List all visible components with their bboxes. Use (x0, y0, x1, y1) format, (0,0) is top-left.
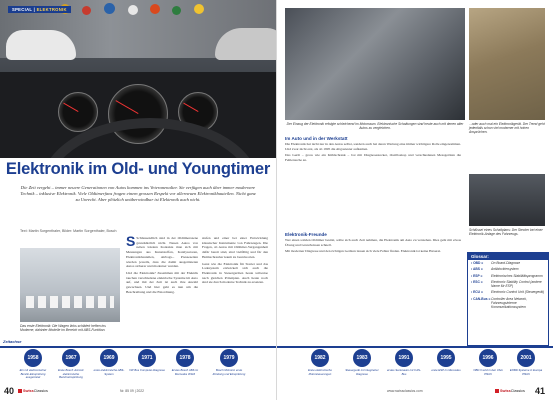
page-number-left: 40 (4, 386, 15, 396)
right-caption-1: Der Einzug der Elektronik erfolgte schleichend im Motorraum. Elektronische Schaltungen sind heute auch mit denen alter Autos zu vergleichen. (286, 122, 464, 131)
timeline-year: 1971 (138, 349, 156, 367)
timeline-year: 1958 (24, 349, 42, 367)
timeline-text: erste elektronische ABS-System (93, 368, 125, 376)
silver-car (215, 28, 276, 60)
paragraph: Die Elektronik hat nicht nur in den Autos selbst, sondern auch bei deren Wartung eine immer wichtigere Rolle eingenommen. Und zwar nicht erst, als ab 1995 die Abgastester aufkamen. (285, 142, 461, 151)
timeline-year: 1983 (353, 349, 371, 367)
hero-dashboard-photo (0, 0, 276, 158)
article-headline: Elektronik im Old- und Youngtimer (5, 160, 271, 178)
timeline-line (277, 346, 553, 348)
glossary-row: • ESP = Elektronisches Stabilitätsprogramm (471, 273, 543, 278)
glossary-row: • OBD = On Board-Diagnose (471, 261, 521, 265)
timeline-text: Steuergerät mit integrierter Diagnose (345, 368, 379, 376)
paragraph: Mit moderner Diagnose und den richtigen Geräten lassen sich viele Fehler finden. Elektronik ist keine Hexerei. (285, 249, 441, 254)
right-body-2 (285, 238, 461, 256)
brand-left: SwissClassics (18, 389, 48, 393)
right-image-caption: Schlüssel eines Schaltplans: Der Stecker bei einer Elektronik-Anlage des Fahrzeugs. (469, 228, 543, 237)
timeline-year: 1979 (220, 349, 238, 367)
glossary-box (467, 252, 549, 346)
timeline-year: 1996 (479, 349, 497, 367)
section-heading: Elektronik-Freunde (285, 232, 327, 237)
brand-right: SwissClassics (495, 389, 525, 393)
glossary-row: • CAN-Bus = Controller Area Network, Fahrzeugsinterne Kommunikationssystem (471, 296, 527, 310)
connector-photo (469, 174, 545, 226)
timeline-text: Erstes Bosch ABS im Mercedes W116 (171, 368, 199, 376)
article-credit: Text: Martin Sorgenthaler, Bilder: Martin Sorgenthaler, Bosch (20, 229, 117, 233)
timeline-year: 1995 (437, 349, 455, 367)
body-column-1 (126, 233, 198, 296)
swiss-flag-icon (18, 389, 22, 393)
wall-sign (150, 4, 160, 14)
page-number-right: 41 (535, 386, 546, 396)
section-tag: SPECIAL | ELEKTRONIK (8, 6, 71, 13)
timeline-text: Ein mit elektronischer Benzin-Einspritzung ausgerüstet (19, 368, 47, 380)
wall-sign (104, 3, 115, 14)
section-sublabel: ELEKTRONIK (36, 7, 67, 12)
drop-cap: S (126, 233, 136, 249)
test-cars (26, 296, 114, 308)
right-caption-2: ...oder auch mal ein Elektronikgerät. Der Trend geht jedenfalls schon viel moderner mit hohen Ansprüchen. (469, 122, 545, 135)
wall-sign (194, 4, 204, 14)
glossary-row: • ABS = Antiblockiersystem (471, 267, 519, 272)
glossary-row: • ECU = Electronic Control Unit (Steuergerät) (471, 290, 545, 295)
timeline-line (0, 346, 276, 348)
timeline-year: 1982 (311, 349, 329, 367)
wall-sign (82, 6, 91, 15)
paragraph: Ganz wie die Elektronik für Starter und das Ladesystem entwickelt sich auch die Elektronik in Steuergeräten heute teilweise nach gleichen Prinzipien. Auch heute noch sind sie durch moderne Technik zu ersetzen. (202, 261, 268, 285)
timeline-text: OBD II wird in den USA Pflicht (473, 368, 503, 376)
wall-sign (172, 6, 181, 15)
white-car (6, 30, 76, 60)
speedometer-gauge (58, 92, 98, 132)
wall-sign (128, 5, 138, 15)
section-label: SPECIAL (12, 7, 33, 12)
paragraph: S Schlussendlich sind in der Oldtimerszene grundsätzlich nicht. Neuen Autos von neben lokalen Kontakte man sich mit Messungen aus Kunststoffen, Katalysatoren, Elektronikbauteilen, Airbags... Presseseiten wurden jeweils, dass die damit ausgerüsteten Autos sicherer und moderner wurden. (126, 233, 198, 269)
timeline-text: Erste Bosch Jetronic elektronische Benzineinspritzung (58, 368, 84, 380)
timeline-text: EOBD Systeme in Europa Pflicht (509, 368, 543, 376)
timeline-text: VW Bus Computer-Diagnose (129, 368, 165, 372)
left-page (0, 0, 276, 400)
timeline-text: Erste elektronische Motorsteuerungen (308, 368, 332, 376)
article-lead: Die Zeit vergeht – immer neuere Generationen von Autos kommen ins Veteranenalter. Sie verfügen auch über immer modernere Technik – inklusive Elektronik. Viele Oldtimerfans fragen einem grossen Respekt vor allerneuen Elektronikbauteilen. Nicht ganz zu Unrecht. Aber plötzlich unüberwindbar ist Elektronik auch nicht. (20, 185, 256, 202)
right-body-1 (285, 142, 461, 165)
issue-info: Nr. 85 09 | 2022 (120, 389, 145, 393)
timeline-year: 1978 (176, 349, 194, 367)
paragraph: Wer einen soliden Oldtimer besitzt, sollte sich auch Zeit nehmen, die Elektronik am Auto zu verstehen. Dies geht mit etwas Übung und Grundwissen schnell. (285, 238, 461, 247)
swiss-flag-icon (495, 389, 499, 393)
glossary-title: Glossar: (468, 253, 548, 260)
right-page (277, 0, 553, 400)
paragraph: Und die Elektronik? Zusammen mit der Elektrik tauchen verschiedene elektrische Systeme im Auto auf, und mit der Zeit ist auch ihre Anzahl gewachsen. Und hier geht es nun um die Beschreibung und die Einordnung. (126, 270, 198, 294)
timeline-year: 2001 (517, 349, 535, 367)
body-column-2 (202, 236, 268, 287)
website-url: www.swissclassics.com (387, 389, 423, 393)
timeline-year: 1967 (62, 349, 80, 367)
engine-bay-photo (285, 8, 465, 120)
paragraph: Das Gerät – gross wie ein Kühlschrank – bot mit Diagnosestecker, Oszilloskop und verschiedenen Messgeräten die Fehlersuche an. (285, 153, 461, 163)
timeline-year: 1991 (395, 349, 413, 367)
abs-test-photo (20, 248, 120, 322)
timeline-text: erste ESP im Mercedes (431, 368, 461, 372)
timeline-text: erstes Serienauto mit CAN-Bus (386, 368, 422, 376)
timeline-label: Zeitachse (3, 339, 22, 344)
timeline-year: 1969 (100, 349, 118, 367)
glossary-row: • ESC = Electronic Stability Control (andere Name für ESP) (471, 279, 542, 289)
section-heading: Im Auto und in der Werkstatt (285, 136, 348, 141)
timeline-text: Bosch Motronic erste Zündung und Einspritzung (212, 368, 246, 376)
image-caption-left: Das erste Elektronik: Die Wagen links schildert heften ins Moderne, dahinter Modelle im Bereich mit ABS-Funktion. (20, 324, 106, 333)
paragraph: stufen und einer bei einer Entwicklung klassischer Instrumente von Fahrzeugen. Die Fragen, ob Autos mit Oldtimer-Vergangenheit dafür bereit sind, sind vielfältig und für den Heimschrauber kaum zu beantworten. (202, 236, 268, 259)
tester-photo (469, 8, 545, 120)
